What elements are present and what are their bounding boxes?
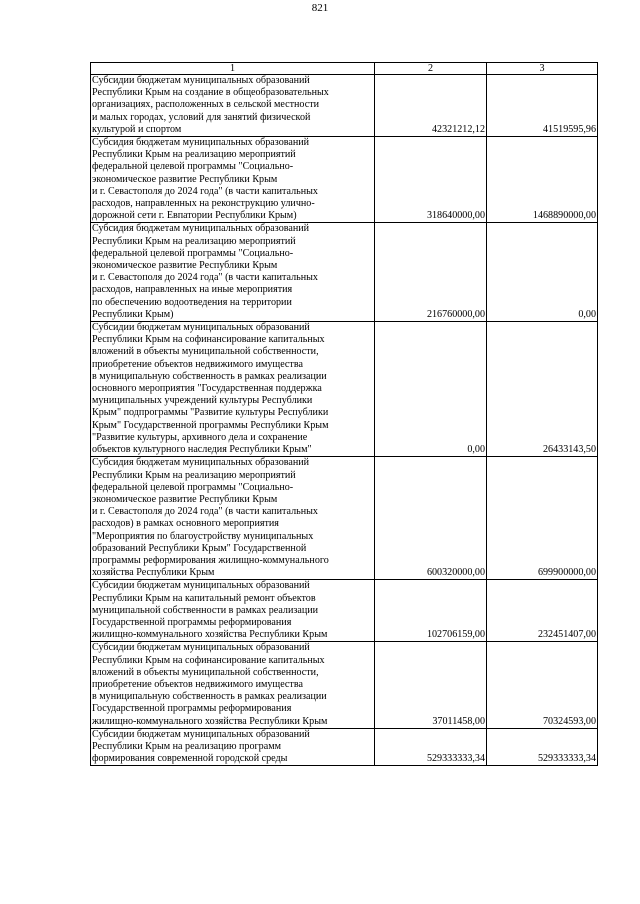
row-description: Субсидии бюджетам муниципальных образований Республики Крым на софинансирование капитальных вложений в объекты муниципальной собственности, приобретение объектов недвижимого имущества в муниципальную собственность в рамках реализации Государственной программы реформирования жилищно-коммунального хозяйства Республики Крым: [91, 642, 375, 728]
column-header-1: 1: [91, 63, 375, 75]
row-description: Субсидии бюджетам муниципальных образований Республики Крым на создание в общеобразовательных организациях, расположенных в сельской местности и малых городах, условий для занятий физической культурой и спортом: [91, 75, 375, 137]
row-value-col2: 529333333,34: [375, 728, 487, 766]
row-description: Субсидия бюджетам муниципальных образований Республики Крым на реализацию мероприятий федеральной целевой программы "Социально- экономическое развитие Республики Крым и г. Севастополя до 2024 года" (в части капитальных расходов) в рамках основного мероприятия "Мероприятия по благоустройству муниципальных образований Республики Крым" Государственной программы реформирования жилищно-коммунального хозяйства Республики Крым: [91, 457, 375, 580]
row-value-col2: 42321212,12: [375, 75, 487, 137]
row-description: Субсидии бюджетам муниципальных образований Республики Крым на софинансирование капитальных вложений в объекты муниципальной собственности, приобретение объектов недвижимого имущества в муниципальную собственность в рамках реализации основного мероприятия "Государственная поддержка муниципальных учреждений культуры Республики Крым" подпрограммы "Развитие культуры Республики Крым" Государственной программы Республики Крым "Развитие культуры, архивного дела и сохранение объектов культурного наследия Республики Крым": [91, 322, 375, 457]
row-value-col3: 26433143,50: [487, 322, 598, 457]
row-value-col3: 529333333,34: [487, 728, 598, 766]
row-value-col3: 1468890000,00: [487, 137, 598, 223]
row-value-col3: 232451407,00: [487, 580, 598, 642]
row-description: Субсидии бюджетам муниципальных образований Республики Крым на капитальный ремонт объектов муниципальной собственности в рамках реализации Государственной программы реформирования жилищно-коммунального хозяйства Республики Крым: [91, 580, 375, 642]
table-row: [91, 322, 598, 457]
row-description: Субсидия бюджетам муниципальных образований Республики Крым на реализацию мероприятий федеральной целевой программы "Социально- экономическое развитие Республики Крым и г. Севастополя до 2024 года" (в части капитальных расходов, направленных на реконструкцию улично- дорожной сети г. Евпатории Республики Крым): [91, 137, 375, 223]
column-header-3: 3: [487, 63, 598, 75]
row-value-col2: 37011458,00: [375, 642, 487, 728]
table-row: [91, 223, 598, 322]
table-row: [91, 75, 598, 137]
row-value-col3: 70324593,00: [487, 642, 598, 728]
row-value-col3: 41519595,96: [487, 75, 598, 137]
table-row: [91, 457, 598, 580]
table-row: [91, 580, 598, 642]
budget-table: [90, 62, 598, 766]
row-value-col2: 318640000,00: [375, 137, 487, 223]
table-row: [91, 642, 598, 728]
table-header-row: [91, 63, 598, 75]
row-value-col3: 0,00: [487, 223, 598, 322]
row-description: Субсидия бюджетам муниципальных образований Республики Крым на реализацию мероприятий федеральной целевой программы "Социально- экономическое развитие Республики Крым и г. Севастополя до 2024 года" (в части капитальных расходов, направленных на иные мероприятия по обеспечению водоотведения на территории Республики Крым): [91, 223, 375, 322]
row-value-col2: 0,00: [375, 322, 487, 457]
table-row: [91, 728, 598, 766]
row-value-col2: 216760000,00: [375, 223, 487, 322]
page-number: 821: [311, 2, 329, 14]
row-value-col3: 699900000,00: [487, 457, 598, 580]
row-value-col2: 600320000,00: [375, 457, 487, 580]
column-header-2: 2: [375, 63, 487, 75]
row-description: Субсидии бюджетам муниципальных образований Республики Крым на реализацию программ формирования современной городской среды: [91, 728, 375, 766]
table-row: [91, 137, 598, 223]
row-value-col2: 102706159,00: [375, 580, 487, 642]
